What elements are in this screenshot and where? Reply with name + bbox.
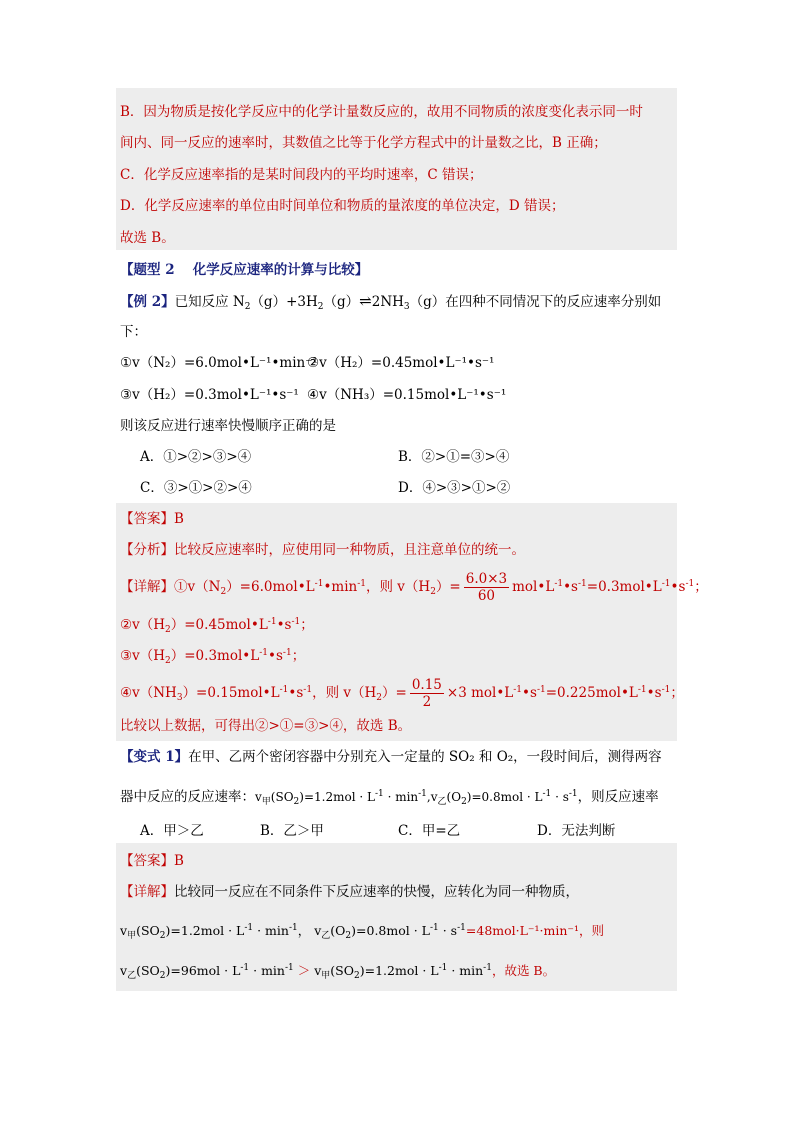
example-tag: 【例 2】 <box>120 294 175 310</box>
detail-conclusion: 比较以上数据，可得出②>①=③>④，故选 B。 <box>120 718 412 734</box>
previous-conclusion: 故选 B。 <box>120 230 175 246</box>
example-stem-line2: 下： <box>120 324 147 340</box>
option-d-explanation: D．化学反应速率的单位由时间单位和物质的量浓度的单位决定，D 错误； <box>120 198 565 214</box>
variant-option-c: C．甲=乙 <box>398 823 461 839</box>
variant-stem-line1: 【变式 1】在甲、乙两个密闭容器中分别充入一定量的 SO₂ 和 O₂，一段时间后，测得两容 <box>120 749 662 765</box>
detail-step-4: $④v(NH_3)=0.15mol•L^{-1}•s^{-1}$，则 $v(H_2)=$ $\frac{0.15}{2}$ ×3 $mol•L^{-1}•s^{-1}=0.225mol•L^{-1}•s^{-1}$； <box>120 677 684 710</box>
example-analysis: 【分析】比较反应速率时，应使用同一种物质，且注意单位的统一。 <box>120 542 525 558</box>
option-b: B．②>①=③>④ <box>398 449 510 465</box>
variant-tag: 【变式 1】 <box>120 749 189 765</box>
variant-stem-line2: 器中反应的反应速率：$v_甲(SO_2)=1.2mol \cdot L^{-1} \cdot \min^{-1},v_乙(O_2)=0.8mol \cdot L^{-1} \cdot s^{-1}$，则反应速率 <box>120 789 659 807</box>
variant-answer: 【答案】B <box>120 853 184 869</box>
variant-option-a: A．甲＞乙 <box>140 823 204 839</box>
rate-4: ④v（NH₃）=0.15mol•L⁻¹•s⁻¹ <box>307 387 507 403</box>
example-answer: 【答案】B <box>120 511 184 527</box>
variant-option-d: D．无法判断 <box>537 823 616 839</box>
option-c: C．③>①>②>④ <box>140 480 252 496</box>
example-stem-text: 已知反应 N <box>174 294 245 310</box>
rate-3: ③v（H₂）=0.3mol•L⁻¹•s⁻¹ <box>120 387 299 403</box>
variant-detail: 【详解】比较同一反应在不同条件下反应速率的快慢，应转化为同一种物质， <box>120 884 579 900</box>
option-a: A．①>②>③>④ <box>140 449 252 465</box>
fraction-015-over-2: $\frac{0.15}{2}$ <box>411 677 442 710</box>
equilibrium-arrow-icon: ⇌ <box>359 292 372 310</box>
fraction-6x3-over-60: $\frac{6.0\times 3}{60}$ <box>465 571 508 604</box>
detail-step-3: $③v(H_2)=0.3mol•L^{-1}•s^{-1}$； <box>120 648 306 666</box>
section-title: 【题型 2 化学反应速率的计算与比较】 <box>120 262 369 278</box>
example-stem-line1: 【例 2】已知反应 $N_2(g)+3H_2(g)\rightleftharpoons 2NH_3(g)$在四种不同情况下的反应速率分别如 <box>120 292 662 312</box>
example-question: 则该反应进行速率快慢顺序正确的是 <box>120 418 336 434</box>
rate-2: ②v（H₂）=0.45mol•L⁻¹•s⁻¹ <box>307 355 495 371</box>
option-b-explanation-line2: 间内、同一反应的速率时，其数值之比等于化学方程式中的计量数之比，B 正确； <box>120 135 607 151</box>
variant-final: $v_乙(SO_2)=96mol \cdot L^{-1} \cdot \min^{-1} > v_甲(SO_2)=1.2mol \cdot L^{-1} \cdot \min^{-1}$，故选 B。 <box>120 963 556 981</box>
detail-step-2: $②v(H_2)=0.45mol•L^{-1}•s^{-1}$； <box>120 617 314 635</box>
option-c-explanation: C．化学反应速率指的是某时间段内的平均时速率，C 错误； <box>120 167 483 183</box>
variant-conversion: $v_甲(SO_2)=1.2mol \cdot L^{-1} \cdot \min^{-1}$， $v_乙(O_2)=0.8mol \cdot L^{-1} \cdot s^{-1}=48mol\cdot L^{-1}\cdot\min^{-1}$，则 <box>120 923 605 941</box>
rate-1: ①v（N₂）=6.0mol•L⁻¹•min⁻¹ <box>120 355 318 371</box>
option-b-explanation-line1: B．因为物质是按化学反应中的化学计量数反应的，故用不同物质的浓度变化表示同一时 <box>120 104 643 120</box>
option-d: D．④>③>①>② <box>398 480 511 496</box>
variant-option-b: B．乙＞甲 <box>260 823 324 839</box>
detail-step-1: 【详解】$①v(N_2)=6.0mol•L^{-1}•\min^{-1}$，则 $v(H_2)=$ $\frac{6.0\times 3}{60}$ $mol•L^{-1}•s^{-1}=0.3mol•L^{-1}•s^{-1}$； <box>120 571 708 604</box>
